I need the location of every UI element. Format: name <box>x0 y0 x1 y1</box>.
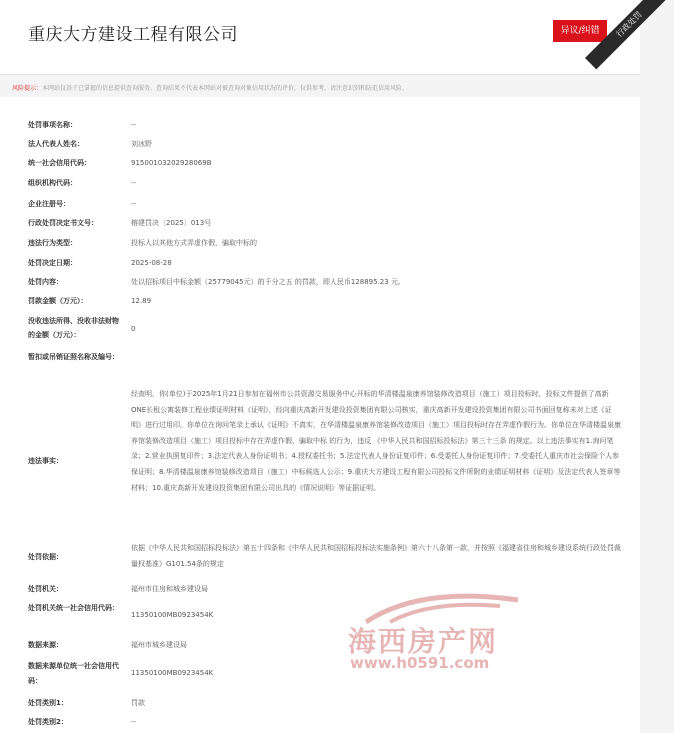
record-value: 投标人以其他方式弄虚作假，骗取中标的 <box>131 239 257 247</box>
record-label: 处罚依据： <box>28 553 63 561</box>
record-label: 统一社会信用代码： <box>28 159 91 167</box>
risk-notice-text: 本网站仅基于已掌握的信息提供查询服务，查询结果不代表本网站对被查询对象信用状况的评价，仅供参考，请注意识别和防范信用风险。 <box>42 85 409 92</box>
risk-notice <box>12 83 632 92</box>
record-value: 榕建罚决〔2025〕013号 <box>131 219 212 227</box>
record-value: -- <box>131 718 137 726</box>
record-value: 福州市住房和城乡建设局 <box>131 585 208 593</box>
record-label: 数据来源： <box>28 641 63 649</box>
risk-notice-label: 风险提示： <box>12 85 43 92</box>
record-value: 经查明，你(单位)于2025年1月21日参加在福州市公共资源交易服务中心开标的华清楼温泉康养馆装修改造项目（施工）项目投标时，投标文件提供了高新ONE长租公寓装修工程业绩证明材料《证明》，经向重庆高新开发建设投资集团有限公司核实，重庆高新开发建设投资集团有限公司书面回复称未对上述《证明》进行过用印。你单位在询问笔录上承认《证明》不真实，在华清楼温泉康养馆装修改造项目（施工）项目投标时存在弄虚作假行为。你单位在华清楼温泉康养馆装修改造项目（施工）项目投标中存在弄虚作假，骗取中标 的行为，违反 《中华人民共和国招标投标法》第三十三条 的规定。以上违法事实有1.询问笔录；2.营业执照复印件；3.法定代表人身份证明书；4.授权委托书；5.法定代表人身份证复印件；6.受委托人身份证复印件；7.受委托人重庆市社会保险个人参保证明；8.华清楼温泉康养馆装修改造项目（施工）中标候选人公示；9.重庆大方建设工程有限公司投标文件所附的业绩证明材料《证明》及法定代表人签章等材料；10.重庆高新开发建设投资集团有限公司出具的《情况说明》等证据证明。 <box>131 390 621 492</box>
record-value: 0 <box>131 325 136 333</box>
record-value: 依据《中华人民共和国招标投标法》第五十四条和《中华人民共和国招标投标法实施条例》第六十八条第一款，并按照《福建省住房和城乡建设系统行政处罚裁量权基准》G101.54条的规定 <box>131 544 621 568</box>
record-value: 处以招标项目中标金额（25779045元）的千分之五 的罚款，即人民币128895.23 元。 <box>131 278 405 286</box>
record-label: 处罚决定日期： <box>28 259 77 267</box>
record-label: 组织机构代码： <box>28 179 77 187</box>
record-label: 处罚事项名称： <box>28 121 77 129</box>
company-name: 重庆大方建设工程有限公司 <box>28 25 238 45</box>
record-value: -- <box>131 121 137 129</box>
record-value: 11350100MB0923454K <box>131 669 214 677</box>
record-label: 罚款金额（万元）： <box>28 297 88 305</box>
record-value: 福州市城乡建设局 <box>131 641 187 649</box>
record-label: 处罚类别2： <box>28 718 68 726</box>
record-value: -- <box>131 179 137 187</box>
record-value: 2025-08-28 <box>131 259 172 267</box>
record-label: 违法事实： <box>28 457 63 465</box>
record-value: 罚款 <box>131 699 145 707</box>
record-label: 暂扣或吊销证照名称及编号： <box>28 353 119 361</box>
record-label: 处罚类别1： <box>28 699 68 707</box>
record-value: 刘冰野 <box>131 140 152 148</box>
record-label: 企业注册号： <box>28 200 70 208</box>
record-label: 数据来源单位统一社会信用代码： <box>28 662 119 685</box>
record-label: 处罚机关统一社会信用代码： <box>28 604 119 612</box>
category-ribbon: 行政处罚 <box>585 0 674 69</box>
objection-button[interactable]: 异议/纠错 <box>553 20 607 42</box>
record-value: 11350100MB0923454K <box>131 611 214 619</box>
watermark-url: www.h0591.com <box>350 654 490 672</box>
record-label: 法人代表人姓名： <box>28 140 84 148</box>
record-label: 处罚机关： <box>28 585 63 593</box>
record-value: 12.89 <box>131 297 152 305</box>
site-watermark <box>330 620 530 680</box>
record-value: -- <box>131 200 137 208</box>
record-label: 没收违法所得、没收非法财物的金额（万元）： <box>28 317 119 339</box>
watermark-name: 海西房产网 <box>348 625 499 658</box>
company-header <box>0 0 644 75</box>
penalty-detail-card <box>0 97 640 733</box>
record-label: 处罚内容： <box>28 278 63 286</box>
record-label: 违法行为类型： <box>28 239 77 247</box>
record-label: 行政处罚决定书文号： <box>28 219 98 227</box>
record-value: 91500103202928069B <box>131 159 212 167</box>
